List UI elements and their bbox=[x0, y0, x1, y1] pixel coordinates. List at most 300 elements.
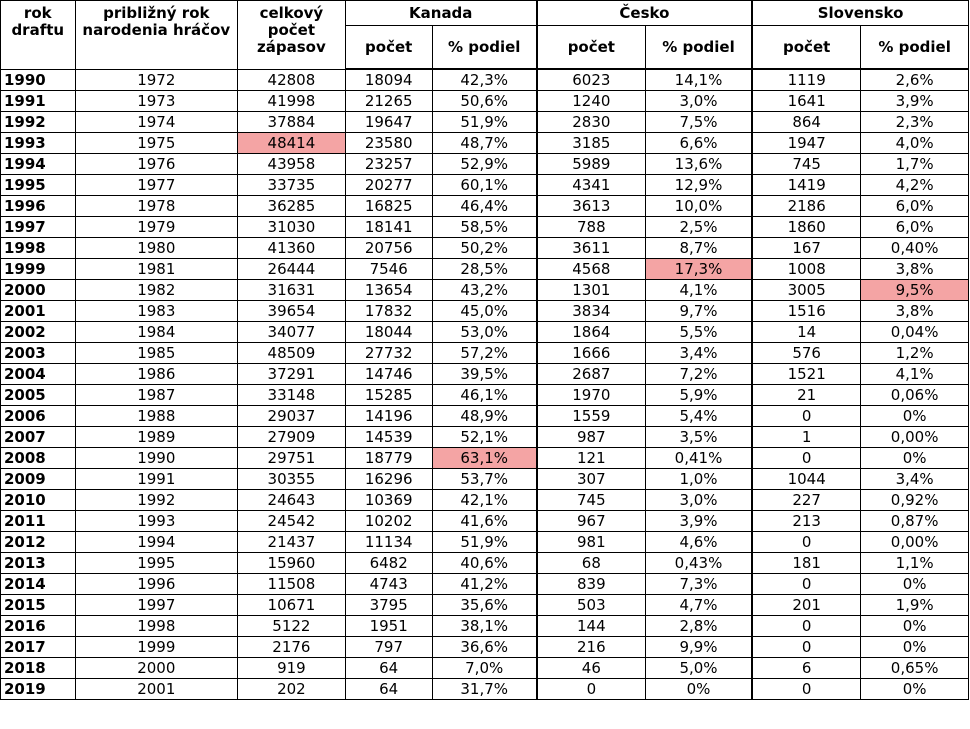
draft-year-cell: 2000 bbox=[1, 280, 76, 301]
slovensko-share-cell: 1,2% bbox=[861, 343, 969, 364]
kanada-count-cell: 14539 bbox=[345, 427, 432, 448]
kanada-count-cell: 64 bbox=[345, 679, 432, 700]
table-row bbox=[1, 238, 969, 259]
total-games-cell: 15960 bbox=[238, 553, 346, 574]
draft-year-cell: 2005 bbox=[1, 385, 76, 406]
cesko-count-cell: 1666 bbox=[537, 343, 646, 364]
header-draft-year: rok draftu bbox=[1, 1, 76, 70]
slovensko-share-cell: 1,1% bbox=[861, 553, 969, 574]
kanada-count-cell: 23257 bbox=[345, 154, 432, 175]
cesko-share-cell: 3,5% bbox=[645, 427, 752, 448]
slovensko-count-cell: 0 bbox=[752, 406, 861, 427]
birth-year-cell: 1990 bbox=[75, 448, 238, 469]
table-row bbox=[1, 175, 969, 196]
table-body bbox=[1, 69, 969, 700]
slovensko-count-cell: 576 bbox=[752, 343, 861, 364]
cesko-share-cell: 1,0% bbox=[645, 469, 752, 490]
slovensko-share-cell: 6,0% bbox=[861, 217, 969, 238]
table-row bbox=[1, 511, 969, 532]
draft-year-cell: 2015 bbox=[1, 595, 76, 616]
slovensko-share-cell: 0% bbox=[861, 406, 969, 427]
slovensko-count-cell: 6 bbox=[752, 658, 861, 679]
total-games-cell: 29751 bbox=[238, 448, 346, 469]
slovensko-share-cell: 1,7% bbox=[861, 154, 969, 175]
slovensko-share-cell: 2,6% bbox=[861, 69, 969, 91]
draft-year-cell: 1995 bbox=[1, 175, 76, 196]
kanada-count-cell: 20277 bbox=[345, 175, 432, 196]
cesko-count-cell: 3834 bbox=[537, 301, 646, 322]
draft-year-cell: 1998 bbox=[1, 238, 76, 259]
table-row bbox=[1, 679, 969, 700]
table-row bbox=[1, 301, 969, 322]
cesko-count-cell: 3185 bbox=[537, 133, 646, 154]
slovensko-count-cell: 1516 bbox=[752, 301, 861, 322]
kanada-share-cell: 52,1% bbox=[432, 427, 537, 448]
slovensko-count-cell: 167 bbox=[752, 238, 861, 259]
table-row bbox=[1, 469, 969, 490]
table-row bbox=[1, 196, 969, 217]
cesko-count-cell: 4568 bbox=[537, 259, 646, 280]
slovensko-count-cell: 0 bbox=[752, 574, 861, 595]
cesko-count-cell: 6023 bbox=[537, 69, 646, 91]
kanada-share-cell: 50,2% bbox=[432, 238, 537, 259]
birth-year-cell: 1998 bbox=[75, 616, 238, 637]
kanada-count-cell: 4743 bbox=[345, 574, 432, 595]
kanada-count-cell: 20756 bbox=[345, 238, 432, 259]
draft-year-cell: 1992 bbox=[1, 112, 76, 133]
kanada-count-cell: 7546 bbox=[345, 259, 432, 280]
kanada-share-cell: 43,2% bbox=[432, 280, 537, 301]
slovensko-share-cell: 0,00% bbox=[861, 427, 969, 448]
kanada-share-cell: 46,1% bbox=[432, 385, 537, 406]
draft-year-cell: 2012 bbox=[1, 532, 76, 553]
total-games-cell: 24542 bbox=[238, 511, 346, 532]
table-row bbox=[1, 553, 969, 574]
table-row bbox=[1, 280, 969, 301]
slovensko-count-cell: 1008 bbox=[752, 259, 861, 280]
kanada-share-cell: 46,4% bbox=[432, 196, 537, 217]
table-row bbox=[1, 406, 969, 427]
cesko-share-cell: 0,41% bbox=[645, 448, 752, 469]
cesko-count-cell: 788 bbox=[537, 217, 646, 238]
birth-year-cell: 1978 bbox=[75, 196, 238, 217]
slovensko-share-cell: 0,04% bbox=[861, 322, 969, 343]
kanada-count-cell: 15285 bbox=[345, 385, 432, 406]
kanada-share-cell: 41,2% bbox=[432, 574, 537, 595]
header-kanada-count: počet bbox=[345, 26, 432, 70]
birth-year-cell: 1989 bbox=[75, 427, 238, 448]
total-games-cell: 33148 bbox=[238, 385, 346, 406]
table-row bbox=[1, 595, 969, 616]
cesko-share-cell: 8,7% bbox=[645, 238, 752, 259]
cesko-share-cell: 12,9% bbox=[645, 175, 752, 196]
slovensko-count-cell: 1419 bbox=[752, 175, 861, 196]
cesko-count-cell: 307 bbox=[537, 469, 646, 490]
birth-year-cell: 1994 bbox=[75, 532, 238, 553]
kanada-count-cell: 14746 bbox=[345, 364, 432, 385]
cesko-share-cell: 2,5% bbox=[645, 217, 752, 238]
draft-year-cell: 2009 bbox=[1, 469, 76, 490]
kanada-count-cell: 19647 bbox=[345, 112, 432, 133]
birth-year-cell: 1988 bbox=[75, 406, 238, 427]
cesko-share-cell: 3,9% bbox=[645, 511, 752, 532]
kanada-share-cell: 40,6% bbox=[432, 553, 537, 574]
cesko-count-cell: 0 bbox=[537, 679, 646, 700]
kanada-share-cell: 53,0% bbox=[432, 322, 537, 343]
kanada-share-cell: 42,1% bbox=[432, 490, 537, 511]
table-row bbox=[1, 343, 969, 364]
total-games-cell: 11508 bbox=[238, 574, 346, 595]
header-country-cesko: Česko bbox=[537, 1, 752, 26]
total-games-cell: 27909 bbox=[238, 427, 346, 448]
slovensko-share-cell: 4,0% bbox=[861, 133, 969, 154]
cesko-count-cell: 46 bbox=[537, 658, 646, 679]
header-cesko-count: počet bbox=[537, 26, 646, 70]
slovensko-share-cell: 3,9% bbox=[861, 91, 969, 112]
draft-year-cell: 2013 bbox=[1, 553, 76, 574]
draft-year-cell: 2018 bbox=[1, 658, 76, 679]
total-games-cell: 919 bbox=[238, 658, 346, 679]
table-row bbox=[1, 322, 969, 343]
cesko-count-cell: 1864 bbox=[537, 322, 646, 343]
cesko-share-cell: 0% bbox=[645, 679, 752, 700]
slovensko-share-cell: 2,3% bbox=[861, 112, 969, 133]
slovensko-count-cell: 3005 bbox=[752, 280, 861, 301]
table-row bbox=[1, 217, 969, 238]
slovensko-share-cell: 6,0% bbox=[861, 196, 969, 217]
draft-year-cell: 2003 bbox=[1, 343, 76, 364]
table-row bbox=[1, 133, 969, 154]
slovensko-count-cell: 1860 bbox=[752, 217, 861, 238]
total-games-cell: 5122 bbox=[238, 616, 346, 637]
cesko-count-cell: 3611 bbox=[537, 238, 646, 259]
birth-year-cell: 1995 bbox=[75, 553, 238, 574]
birth-year-cell: 1982 bbox=[75, 280, 238, 301]
draft-year-cell: 2007 bbox=[1, 427, 76, 448]
kanada-share-cell: 63,1% bbox=[432, 448, 537, 469]
slovensko-count-cell: 1 bbox=[752, 427, 861, 448]
kanada-share-cell: 48,9% bbox=[432, 406, 537, 427]
total-games-cell: 41360 bbox=[238, 238, 346, 259]
cesko-share-cell: 9,7% bbox=[645, 301, 752, 322]
draft-year-cell: 1997 bbox=[1, 217, 76, 238]
draft-year-cell: 2016 bbox=[1, 616, 76, 637]
slovensko-share-cell: 0% bbox=[861, 574, 969, 595]
total-games-cell: 34077 bbox=[238, 322, 346, 343]
cesko-count-cell: 5989 bbox=[537, 154, 646, 175]
slovensko-count-cell: 201 bbox=[752, 595, 861, 616]
slovensko-count-cell: 0 bbox=[752, 448, 861, 469]
slovensko-share-cell: 0% bbox=[861, 679, 969, 700]
slovensko-count-cell: 864 bbox=[752, 112, 861, 133]
kanada-count-cell: 18094 bbox=[345, 69, 432, 91]
table-row bbox=[1, 616, 969, 637]
draft-year-cell: 2006 bbox=[1, 406, 76, 427]
draft-year-cell: 1996 bbox=[1, 196, 76, 217]
header-slovensko-count: počet bbox=[752, 26, 861, 70]
birth-year-cell: 1975 bbox=[75, 133, 238, 154]
birth-year-cell: 1981 bbox=[75, 259, 238, 280]
cesko-share-cell: 4,1% bbox=[645, 280, 752, 301]
cesko-share-cell: 5,4% bbox=[645, 406, 752, 427]
cesko-share-cell: 2,8% bbox=[645, 616, 752, 637]
total-games-cell: 26444 bbox=[238, 259, 346, 280]
cesko-count-cell: 4341 bbox=[537, 175, 646, 196]
kanada-count-cell: 10202 bbox=[345, 511, 432, 532]
kanada-share-cell: 31,7% bbox=[432, 679, 537, 700]
cesko-share-cell: 3,0% bbox=[645, 91, 752, 112]
cesko-count-cell: 1970 bbox=[537, 385, 646, 406]
cesko-count-cell: 1559 bbox=[537, 406, 646, 427]
slovensko-count-cell: 0 bbox=[752, 616, 861, 637]
table-row bbox=[1, 658, 969, 679]
total-games-cell: 31631 bbox=[238, 280, 346, 301]
header-total-games: celkový počet zápasov bbox=[238, 1, 346, 70]
table-row bbox=[1, 448, 969, 469]
cesko-count-cell: 503 bbox=[537, 595, 646, 616]
slovensko-share-cell: 0,65% bbox=[861, 658, 969, 679]
slovensko-share-cell: 4,2% bbox=[861, 175, 969, 196]
draft-year-cell: 2011 bbox=[1, 511, 76, 532]
slovensko-share-cell: 0% bbox=[861, 637, 969, 658]
slovensko-count-cell: 213 bbox=[752, 511, 861, 532]
kanada-share-cell: 39,5% bbox=[432, 364, 537, 385]
cesko-share-cell: 13,6% bbox=[645, 154, 752, 175]
total-games-cell: 41998 bbox=[238, 91, 346, 112]
birth-year-cell: 1980 bbox=[75, 238, 238, 259]
slovensko-count-cell: 1521 bbox=[752, 364, 861, 385]
slovensko-count-cell: 745 bbox=[752, 154, 861, 175]
kanada-share-cell: 53,7% bbox=[432, 469, 537, 490]
slovensko-count-cell: 1044 bbox=[752, 469, 861, 490]
cesko-share-cell: 9,9% bbox=[645, 637, 752, 658]
kanada-share-cell: 42,3% bbox=[432, 69, 537, 91]
slovensko-count-cell: 0 bbox=[752, 679, 861, 700]
cesko-count-cell: 745 bbox=[537, 490, 646, 511]
birth-year-cell: 1973 bbox=[75, 91, 238, 112]
kanada-count-cell: 1951 bbox=[345, 616, 432, 637]
kanada-share-cell: 38,1% bbox=[432, 616, 537, 637]
draft-year-cell: 2002 bbox=[1, 322, 76, 343]
kanada-count-cell: 797 bbox=[345, 637, 432, 658]
table-row bbox=[1, 490, 969, 511]
slovensko-share-cell: 0,92% bbox=[861, 490, 969, 511]
slovensko-count-cell: 14 bbox=[752, 322, 861, 343]
cesko-share-cell: 7,2% bbox=[645, 364, 752, 385]
draft-year-cell: 2019 bbox=[1, 679, 76, 700]
header-country-kanada: Kanada bbox=[345, 1, 537, 26]
birth-year-cell: 1991 bbox=[75, 469, 238, 490]
slovensko-share-cell: 0,87% bbox=[861, 511, 969, 532]
cesko-share-cell: 4,6% bbox=[645, 532, 752, 553]
draft-year-cell: 1990 bbox=[1, 69, 76, 91]
cesko-count-cell: 2830 bbox=[537, 112, 646, 133]
table-row bbox=[1, 154, 969, 175]
cesko-share-cell: 5,9% bbox=[645, 385, 752, 406]
cesko-share-cell: 6,6% bbox=[645, 133, 752, 154]
slovensko-share-cell: 0,06% bbox=[861, 385, 969, 406]
table-row bbox=[1, 532, 969, 553]
draft-year-cell: 2008 bbox=[1, 448, 76, 469]
cesko-count-cell: 967 bbox=[537, 511, 646, 532]
cesko-count-cell: 1301 bbox=[537, 280, 646, 301]
birth-year-cell: 1972 bbox=[75, 69, 238, 91]
header-kanada-share: % podiel bbox=[432, 26, 537, 70]
cesko-share-cell: 17,3% bbox=[645, 259, 752, 280]
kanada-count-cell: 13654 bbox=[345, 280, 432, 301]
kanada-share-cell: 36,6% bbox=[432, 637, 537, 658]
cesko-count-cell: 839 bbox=[537, 574, 646, 595]
kanada-count-cell: 23580 bbox=[345, 133, 432, 154]
kanada-count-cell: 11134 bbox=[345, 532, 432, 553]
draft-year-cell: 2017 bbox=[1, 637, 76, 658]
total-games-cell: 10671 bbox=[238, 595, 346, 616]
kanada-count-cell: 64 bbox=[345, 658, 432, 679]
kanada-count-cell: 27732 bbox=[345, 343, 432, 364]
total-games-cell: 36285 bbox=[238, 196, 346, 217]
total-games-cell: 202 bbox=[238, 679, 346, 700]
birth-year-cell: 1993 bbox=[75, 511, 238, 532]
header-country-slovensko: Slovensko bbox=[752, 1, 968, 26]
total-games-cell: 24643 bbox=[238, 490, 346, 511]
birth-year-cell: 2001 bbox=[75, 679, 238, 700]
cesko-count-cell: 987 bbox=[537, 427, 646, 448]
kanada-count-cell: 3795 bbox=[345, 595, 432, 616]
total-games-cell: 2176 bbox=[238, 637, 346, 658]
total-games-cell: 48414 bbox=[238, 133, 346, 154]
total-games-cell: 30355 bbox=[238, 469, 346, 490]
birth-year-cell: 1983 bbox=[75, 301, 238, 322]
slovensko-count-cell: 181 bbox=[752, 553, 861, 574]
slovensko-share-cell: 0,40% bbox=[861, 238, 969, 259]
slovensko-count-cell: 2186 bbox=[752, 196, 861, 217]
cesko-count-cell: 981 bbox=[537, 532, 646, 553]
birth-year-cell: 1996 bbox=[75, 574, 238, 595]
kanada-count-cell: 17832 bbox=[345, 301, 432, 322]
draft-year-cell: 2010 bbox=[1, 490, 76, 511]
cesko-share-cell: 14,1% bbox=[645, 69, 752, 91]
kanada-count-cell: 10369 bbox=[345, 490, 432, 511]
total-games-cell: 21437 bbox=[238, 532, 346, 553]
slovensko-count-cell: 0 bbox=[752, 532, 861, 553]
kanada-count-cell: 16296 bbox=[345, 469, 432, 490]
draft-year-cell: 1993 bbox=[1, 133, 76, 154]
cesko-count-cell: 68 bbox=[537, 553, 646, 574]
kanada-share-cell: 28,5% bbox=[432, 259, 537, 280]
header-slovensko-share: % podiel bbox=[861, 26, 969, 70]
birth-year-cell: 1986 bbox=[75, 364, 238, 385]
birth-year-cell: 1987 bbox=[75, 385, 238, 406]
kanada-count-cell: 16825 bbox=[345, 196, 432, 217]
birth-year-cell: 1979 bbox=[75, 217, 238, 238]
table-row bbox=[1, 574, 969, 595]
slovensko-share-cell: 0,00% bbox=[861, 532, 969, 553]
cesko-share-cell: 4,7% bbox=[645, 595, 752, 616]
kanada-share-cell: 35,6% bbox=[432, 595, 537, 616]
slovensko-share-cell: 0% bbox=[861, 616, 969, 637]
total-games-cell: 37884 bbox=[238, 112, 346, 133]
kanada-count-cell: 18141 bbox=[345, 217, 432, 238]
slovensko-share-cell: 0% bbox=[861, 448, 969, 469]
slovensko-count-cell: 1641 bbox=[752, 91, 861, 112]
birth-year-cell: 1984 bbox=[75, 322, 238, 343]
cesko-count-cell: 3613 bbox=[537, 196, 646, 217]
slovensko-share-cell: 3,8% bbox=[861, 301, 969, 322]
slovensko-share-cell: 4,1% bbox=[861, 364, 969, 385]
birth-year-cell: 1976 bbox=[75, 154, 238, 175]
kanada-share-cell: 52,9% bbox=[432, 154, 537, 175]
birth-year-cell: 1974 bbox=[75, 112, 238, 133]
total-games-cell: 39654 bbox=[238, 301, 346, 322]
table-row bbox=[1, 637, 969, 658]
cesko-share-cell: 0,43% bbox=[645, 553, 752, 574]
slovensko-share-cell: 9,5% bbox=[861, 280, 969, 301]
slovensko-share-cell: 3,8% bbox=[861, 259, 969, 280]
total-games-cell: 31030 bbox=[238, 217, 346, 238]
draft-year-cell: 2001 bbox=[1, 301, 76, 322]
header-cesko-share: % podiel bbox=[645, 26, 752, 70]
draft-year-cell: 2004 bbox=[1, 364, 76, 385]
birth-year-cell: 1999 bbox=[75, 637, 238, 658]
kanada-share-cell: 7,0% bbox=[432, 658, 537, 679]
total-games-cell: 33735 bbox=[238, 175, 346, 196]
table-row bbox=[1, 364, 969, 385]
total-games-cell: 43958 bbox=[238, 154, 346, 175]
table-row bbox=[1, 427, 969, 448]
slovensko-count-cell: 0 bbox=[752, 637, 861, 658]
kanada-count-cell: 6482 bbox=[345, 553, 432, 574]
kanada-share-cell: 57,2% bbox=[432, 343, 537, 364]
cesko-share-cell: 7,5% bbox=[645, 112, 752, 133]
total-games-cell: 29037 bbox=[238, 406, 346, 427]
birth-year-cell: 1992 bbox=[75, 490, 238, 511]
header-birth-year: približný rok narodenia hráčov bbox=[75, 1, 238, 70]
cesko-share-cell: 5,5% bbox=[645, 322, 752, 343]
kanada-share-cell: 58,5% bbox=[432, 217, 537, 238]
cesko-count-cell: 2687 bbox=[537, 364, 646, 385]
cesko-share-cell: 3,4% bbox=[645, 343, 752, 364]
slovensko-share-cell: 3,4% bbox=[861, 469, 969, 490]
kanada-share-cell: 50,6% bbox=[432, 91, 537, 112]
kanada-share-cell: 48,7% bbox=[432, 133, 537, 154]
draft-year-cell: 1994 bbox=[1, 154, 76, 175]
kanada-count-cell: 14196 bbox=[345, 406, 432, 427]
table-row bbox=[1, 91, 969, 112]
kanada-share-cell: 41,6% bbox=[432, 511, 537, 532]
draft-year-cell: 2014 bbox=[1, 574, 76, 595]
total-games-cell: 42808 bbox=[238, 69, 346, 91]
table-row bbox=[1, 112, 969, 133]
slovensko-count-cell: 21 bbox=[752, 385, 861, 406]
cesko-share-cell: 5,0% bbox=[645, 658, 752, 679]
cesko-count-cell: 144 bbox=[537, 616, 646, 637]
slovensko-count-cell: 1119 bbox=[752, 69, 861, 91]
slovensko-count-cell: 1947 bbox=[752, 133, 861, 154]
table-row bbox=[1, 385, 969, 406]
slovensko-count-cell: 227 bbox=[752, 490, 861, 511]
draft-year-cell: 1999 bbox=[1, 259, 76, 280]
cesko-share-cell: 7,3% bbox=[645, 574, 752, 595]
birth-year-cell: 1985 bbox=[75, 343, 238, 364]
kanada-count-cell: 18044 bbox=[345, 322, 432, 343]
kanada-count-cell: 21265 bbox=[345, 91, 432, 112]
cesko-share-cell: 3,0% bbox=[645, 490, 752, 511]
cesko-count-cell: 121 bbox=[537, 448, 646, 469]
kanada-share-cell: 60,1% bbox=[432, 175, 537, 196]
cesko-share-cell: 10,0% bbox=[645, 196, 752, 217]
birth-year-cell: 1997 bbox=[75, 595, 238, 616]
table-row bbox=[1, 69, 969, 91]
